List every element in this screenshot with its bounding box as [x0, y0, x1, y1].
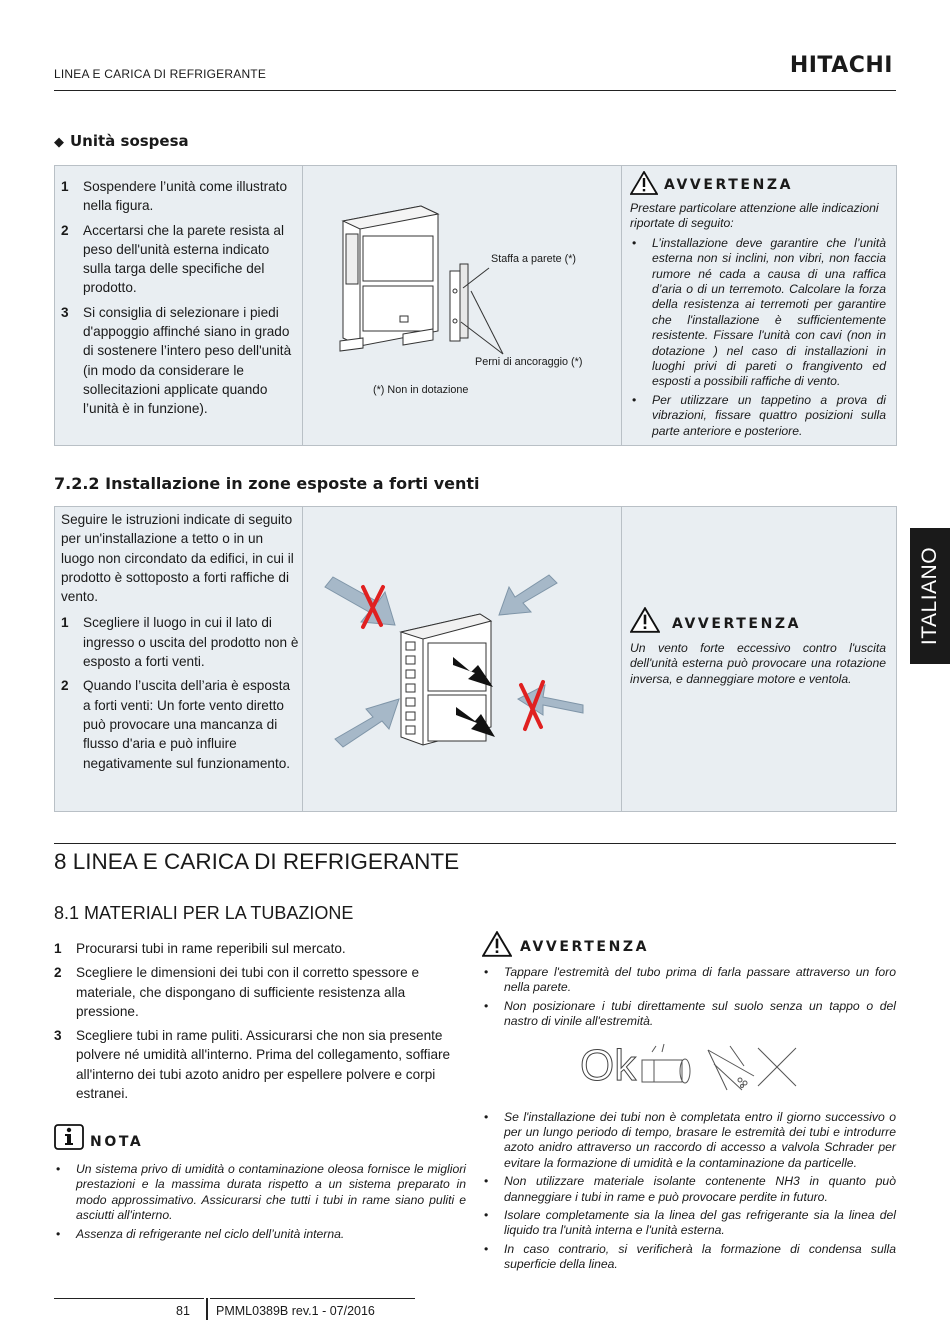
step-item [61, 303, 299, 419]
section-rule [54, 843, 896, 844]
ok-mark: Ok [580, 1040, 637, 1090]
warning-triangle-icon [482, 931, 512, 957]
warning-title: AVVERTENZA [672, 616, 802, 632]
step-item [54, 963, 466, 1021]
suspended-steps [61, 177, 299, 445]
language-tab [910, 528, 950, 664]
document-code: PMML0389B rev.1 - 07/2016 [216, 1304, 375, 1318]
wind-table [54, 506, 897, 812]
warning-panel [621, 166, 898, 445]
piping-steps [54, 939, 466, 1108]
brand-logo: HITACHI [789, 53, 893, 78]
step-text: Scegliere il luogo in cui il lato di ingresso o uscita del prodotto non è esposto a forti venti. [83, 615, 299, 670]
warning-title: AVVERTENZA [520, 939, 650, 955]
step-number: 1 [61, 615, 69, 631]
warning-item: • Non utilizzare materiale isolante contenente NH3 in quanto può danneggiare i tubi in rame e può provocare perdite in futuro. [482, 1174, 896, 1205]
step-item [61, 676, 299, 772]
step-number: 3 [54, 1028, 62, 1044]
subsection-title: Unità sospesa [70, 132, 189, 150]
diamond-bullet-icon: ◆ [54, 135, 64, 150]
wall-mount-diagram [303, 166, 621, 445]
wind-diagram [303, 507, 621, 811]
warning-item: • Tappare l'estremità del tubo prima di farla passare attraverso un foro nella parete. [482, 965, 896, 996]
header-rule [54, 90, 896, 91]
not-supplied-label: (*) Non in dotazione [373, 384, 469, 396]
page-number: 81 [176, 1304, 190, 1318]
step-number: 2 [54, 965, 62, 981]
suspended-unit-figure [302, 166, 621, 445]
step-item [61, 613, 299, 671]
step-item [54, 939, 466, 958]
bracket-label: Staffa a parete (*) [491, 253, 577, 265]
step-number: 1 [61, 179, 69, 194]
language-tab-label: ITALIANO [918, 546, 941, 646]
wind-intro: Seguire le istruzioni indicate di seguito per un'installazione a tetto o in un luogo non circondato da edifici, in cui il prodotto è sottoposto a forti raffiche di vento. [61, 512, 294, 605]
pipe-cap-illustration [482, 1036, 896, 1098]
warning-item: • In caso contrario, si verificherà la formazione di condensa sulla superficie della linea. [482, 1242, 896, 1273]
section-heading-7-2-2: 7.2.2 Installazione in zone esposte a forti venti [54, 474, 480, 493]
anchor-bolts-label: Perni di ancoraggio (*) [475, 356, 583, 368]
note-title: NOTA [90, 1134, 144, 1150]
suspended-unit-table [54, 165, 897, 446]
wind-warning-text: Un vento forte eccessivo contro l'uscita dell'unità esterna può provocare una rotazione inversa, e danneggiare motore e ventola. [630, 641, 886, 686]
warning-item: • Per utilizzare un tappetino a prova di vibrazioni, fissare quattro posizioni sulla parte anteriore e posteriore. [630, 393, 886, 439]
wind-warning-panel [621, 507, 898, 811]
subsection-heading [54, 132, 189, 150]
footer-rule-left [54, 1298, 204, 1299]
step-item [61, 177, 299, 216]
footer-divider [206, 1298, 208, 1320]
section-8-1-title: 8.1 MATERIALI PER LA TUBAZIONE [54, 903, 354, 923]
piping-warning-block [482, 931, 896, 1276]
warning-title: AVVERTENZA [664, 177, 794, 193]
wind-instructions [61, 510, 299, 811]
warning-triangle-icon [630, 171, 658, 195]
warning-item: • Non posizionare i tubi direttamente sul suolo senza un tappo o del nastro di vinile all'estremità. [482, 999, 896, 1030]
note-item: • Assenza di refrigerante nel ciclo dell’unità interna. [54, 1227, 466, 1242]
step-text: Si consiglia di selezionare i piedi d'appoggio affinché siano in grado di sostenere l’intero peso dell'unità (in modo da considerare le sollecitazioni applicate quando l’unità è in funzione). [83, 304, 292, 417]
footer-rule-right [210, 1298, 415, 1299]
step-text: Scegliere tubi in rame puliti. Assicurarsi che non sia presente polvere né umidità all'interno. Prima del collegamento, soffiare all'interno dei tubi azoto anidro per espellere polvere e corpi estranei. [76, 1028, 451, 1102]
step-text: Accertarsi che la parete resista al peso dell'unità esterna indicato sulla targa delle specifiche del prodotto. [83, 222, 284, 296]
step-number: 3 [61, 304, 69, 320]
step-number: 1 [54, 941, 62, 956]
step-item [54, 1026, 466, 1103]
info-icon [54, 1124, 84, 1150]
note-block [54, 1124, 466, 1245]
warning-item: • Se l'installazione dei tubi non è completata entro il giorno successivo o per un lungo periodo di tempo, brasare le estremità dei tubi e introdurre azoto anidro attraverso un raccordo di accesso a valvola Schrader per evitare la formazione di umidità e la contaminazione da particelle. [482, 1110, 896, 1172]
step-text: Quando l’uscita dell’aria è esposta a forti venti: Un forte vento diretto può provocare una mancanza di flusso d'aria e può influire negativamente sul funzionamento. [83, 678, 291, 771]
warning-item: • Isolare completamente sia la linea del gas refrigerante sia la linea del liquido tra l'unità interna e l'unità esterna. [482, 1208, 896, 1239]
step-text: Scegliere le dimensioni dei tubi con il corretto spessore e materiale, che dispongano di sufficiente resistenza alla pressione. [76, 965, 420, 1019]
warning-item: • L’installazione deve garantire che l’unità esterna non si inclini, non vibri, non faccia rumore né cada a causa di una raffica d’aria o di un terremoto. Calcolare la forza della resistenza ai terremoti per garantire che l'installazione è sufficientemente resistente. Fissare l'unità con cavi (non in dotazione ) nel caso di installazioni in luoghi privi di pareti o frangivento ed esposti a possibili raffiche di vento. [630, 236, 886, 390]
section-8-title: 8 LINEA E CARICA DI REFRIGERANTE [54, 849, 460, 874]
note-item: • Un sistema privo di umidità o contaminazione oleosa fornisce le migliori prestazioni e la massima durata rispetto a un sistema preparato in modo approssimativo. Assicurarsi che tutti i tubi in rame siano puliti e asciutti all'interno. [54, 1162, 466, 1224]
running-header: LINEA E CARICA DI REFRIGERANTE [54, 67, 267, 81]
step-number: 2 [61, 222, 69, 238]
step-item [61, 221, 299, 298]
step-text: Sospendere l’unità come illustrato nella figura. [83, 179, 288, 214]
step-number: 2 [61, 678, 69, 694]
warning-triangle-icon [630, 607, 660, 633]
step-text: Procurarsi tubi in rame reperibili sul mercato. [76, 941, 346, 956]
wind-figure [302, 507, 621, 811]
warning-intro: Prestare particolare attenzione alle indicazioni riportate di seguito: [630, 201, 879, 231]
